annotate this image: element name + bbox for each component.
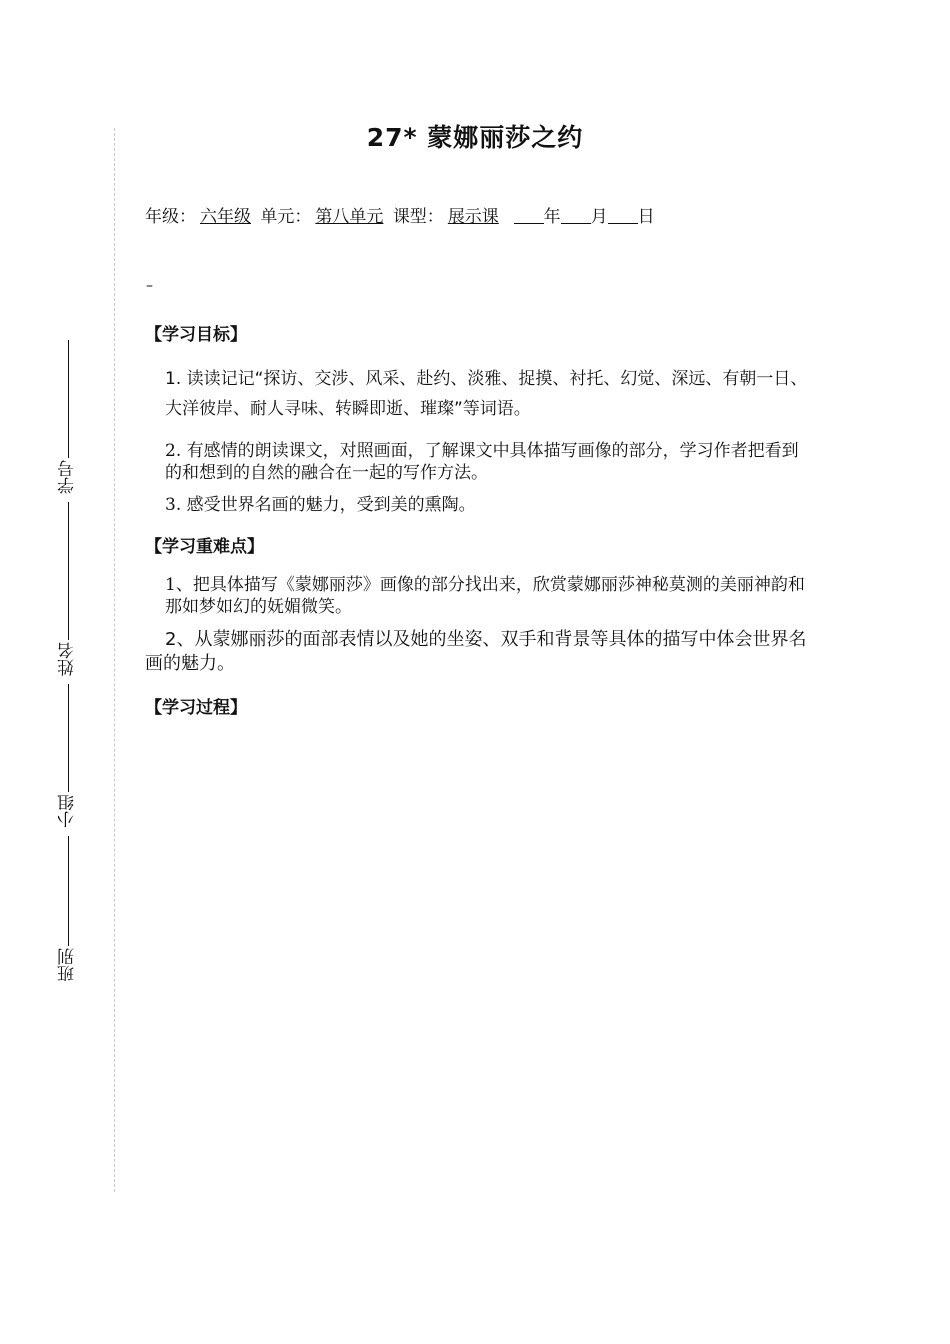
name-label: 姓名 <box>58 642 78 676</box>
goals-heading: 【学习目标】 <box>145 325 247 345</box>
goal-item-2: 2. 有感情的朗读课文，对照画面，了解课文中具体描写画像的部分，学习作者把看到的和想到的自然的融合在一起的写作方法。 <box>165 441 799 483</box>
key-points-heading: 【学习重难点】 <box>145 537 264 557</box>
year-label: 年 <box>543 207 561 227</box>
type-label: 课型： <box>392 207 444 227</box>
binding-dashed-line <box>114 128 115 1192</box>
day-blank[interactable] <box>608 207 638 224</box>
class-label: 班别 <box>58 948 78 982</box>
stray-dash: – <box>146 278 153 294</box>
student-no-label: 学号 <box>58 460 78 494</box>
group-field[interactable] <box>56 684 80 828</box>
unit-value: 第八单元 <box>315 207 384 227</box>
key-point-item-1: 1、把具体描写《蒙娜丽莎》画像的部分找出来，欣赏蒙娜丽莎神秘莫测的美丽神韵和那如梦如幻的妩媚微笑。 <box>165 575 805 617</box>
month-label: 月 <box>590 207 608 227</box>
name-field[interactable] <box>56 502 80 676</box>
student-no-underline <box>68 340 69 458</box>
group-underline <box>68 684 69 792</box>
type-value: 展示课 <box>447 207 499 227</box>
goal-item-3: 3. 感受世界名画的魅力，受到美的熏陶。 <box>165 495 476 515</box>
year-blank[interactable] <box>514 207 544 224</box>
name-underline <box>68 502 69 640</box>
lesson-meta <box>145 202 655 227</box>
student-info-sidebar <box>56 340 80 990</box>
day-label: 日 <box>637 207 655 227</box>
grade-label: 年级： <box>145 207 196 227</box>
class-field[interactable] <box>56 836 80 982</box>
group-label: 小组 <box>58 794 78 828</box>
student-no-field[interactable] <box>56 340 80 494</box>
unit-label: 单元： <box>260 207 312 227</box>
page-title: 27* 蒙娜丽莎之约 <box>366 123 584 152</box>
month-blank[interactable] <box>561 207 591 224</box>
key-point-item-2 <box>145 628 810 676</box>
key-point-item-2-text: 2、从蒙娜丽莎的面部表情以及她的坐姿、双手和背景等具体的描写中体会世界名画的魅力。 <box>145 629 807 674</box>
goal-item-1: 1. 读读记记“探访、交涉、风采、赴约、淡雅、捉摸、衬托、幻觉、深远、有朝一日、大洋彼岸、耐人寻味、转瞬即逝、璀璨”等词语。 <box>165 369 808 419</box>
process-heading: 【学习过程】 <box>145 698 247 718</box>
grade-value: 六年级 <box>200 207 251 227</box>
class-underline <box>68 836 69 946</box>
